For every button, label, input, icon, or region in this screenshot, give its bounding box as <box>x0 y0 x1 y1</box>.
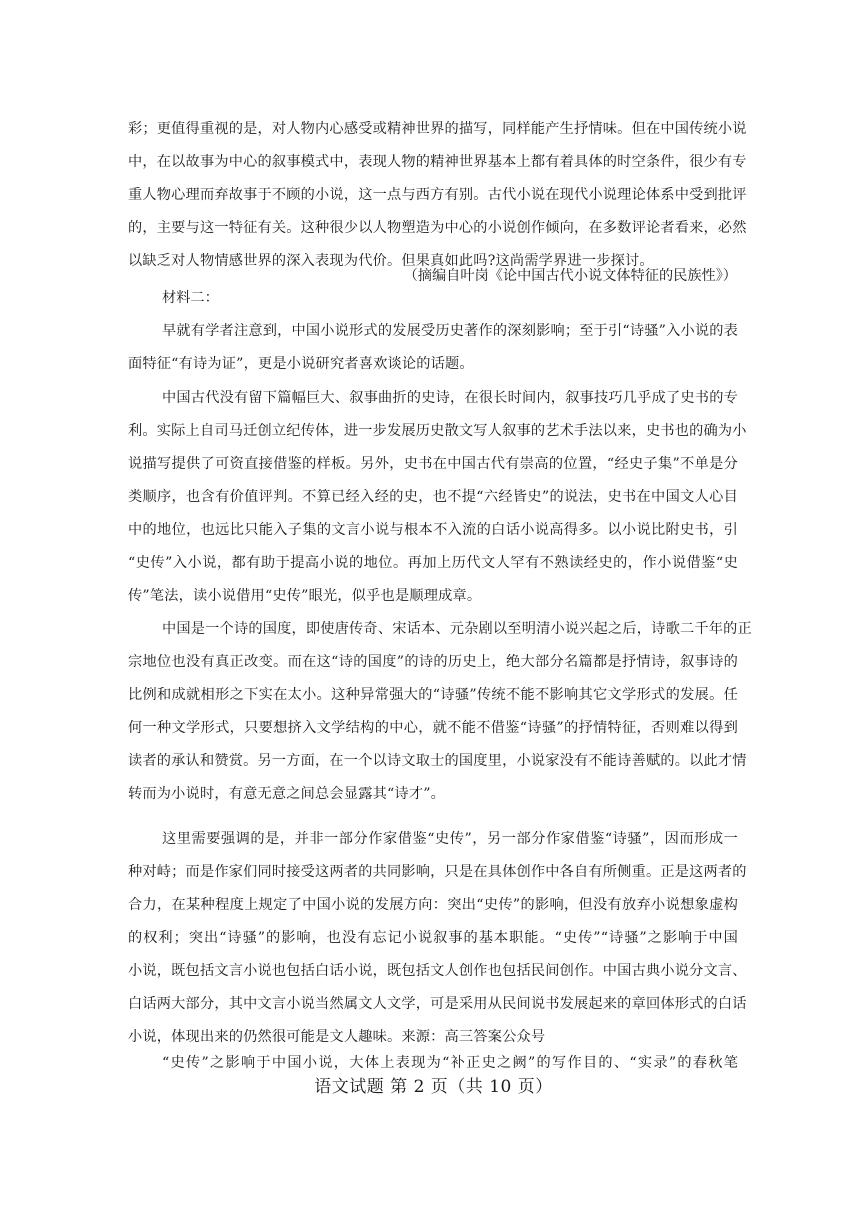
paragraph-4-line-5: 读者的承认和赞赏。另一方面，在一个以诗文取士的国度里，小说家没有不能诗善赋的。以此才情 <box>128 753 747 769</box>
page-footer: 语文试题 第 2 页（共 10 页） <box>314 1077 553 1097</box>
paragraph-4-line-4: 何一种文学形式，只要想挤入文学结构的中心，就不能不借鉴“诗骚”的抒情特征，否则难以得到 <box>128 720 738 736</box>
paragraph-4-line-3: 比例和成就相形之下实在太小。这种异常强大的“诗骚”传统不能不影响其它文学形式的发展。任 <box>128 687 738 703</box>
paragraph-6-line-1: “史传”之影响于中国小说，大体上表现为“补正史之阙”的写作目的、“实录”的春秋笔 <box>162 1055 738 1071</box>
paragraph-5-line-5: 小说，既包括文言小说也包括白话小说，既包括文人创作也包括民间创作。中国古典小说分文言、 <box>128 963 747 979</box>
paragraph-5-line-6: 白话两大部分，其中文言小说当然属文人文学，可是采用从民间说书发展起来的章回体形式的白话 <box>128 996 747 1012</box>
material-2-heading: 材料二： <box>162 290 219 306</box>
paragraph-5-line-1: 这里需要强调的是，并非一部分作家借鉴“史传”，另一部分作家借鉴“诗骚”，因而形成一 <box>162 831 738 847</box>
paragraph-4-line-1: 中国是一个诗的国度，即使唐传奇、宋话本、元杂剧以至明清小说兴起之后，诗歌二千年的正 <box>162 621 752 637</box>
paragraph-3-line-4: 类顺序，也含有价值评判。不算已经入经的史，也不提“六经皆史”的说法，史书在中国文人心目 <box>128 489 738 505</box>
paragraph-3-line-6: “史传”入小说，都有助于提高小说的地位。再加上历代文人罕有不熟读经史的，作小说借鉴“史 <box>128 555 738 571</box>
paragraph-1-line-5: 以缺乏对人物情感世界的深入表现为代价。但果真如此吗?这尚需学界进一步探讨。 <box>128 253 654 269</box>
paragraph-3-line-7: 传”笔法，读小说借用“史传”眼光，似乎也是顺理成章。 <box>128 588 482 604</box>
paragraph-5-line-2: 种对峙；而是作家们同时接受这两者的共同影响，只是在具体创作中各自有所侧重。正是这两者的 <box>128 864 747 880</box>
paragraph-2-line-2: 面特征“有诗为证”，更是小说研究者喜欢谈论的话题。 <box>128 356 474 372</box>
paragraph-3-line-2: 利。实际上自司马迁创立纪传体，进一步发展历史散文写人叙事的艺术手法以来，史书也的确为小 <box>128 423 747 439</box>
paragraph-3-line-5: 中的地位，也远比只能入子集的文言小说与根本不入流的白话小说高得多。以小说比附史书，引 <box>128 522 738 538</box>
paragraph-3-line-1: 中国古代没有留下篇幅巨大、叙事曲折的史诗，在很长时间内，叙事技巧几乎成了史书的专 <box>162 390 738 406</box>
paragraph-4-line-6: 转而为小说时，有意无意之间总会显露其“诗才”。 <box>128 786 446 802</box>
source-citation: （摘编自叶岗《论中国古代小说文体特征的民族性》） <box>403 268 737 284</box>
paragraph-4-line-2: 宗地位也没有真正改变。而在这“诗的国度”的诗的历史上，绝大部分名篇都是抒情诗，叙事诗的 <box>128 654 738 670</box>
paragraph-1-line-4: 的，主要与这一特征有关。这种很少以人物塑造为中心的小说创作倾向，在多数评论者看来，必然 <box>128 220 747 236</box>
paragraph-5-line-7: 小说，体现出来的仍然很可能是文人趣味。来源：高三答案公众号 <box>128 1029 546 1045</box>
paragraph-3-line-3: 说描写提供了可资直接借鉴的样板。另外，史书在中国古代有崇高的位置，“经史子集”不单是分 <box>128 456 738 472</box>
paragraph-1-line-3: 重人物心理而弃故事于不顾的小说，这一点与西方有别。古代小说在现代小说理论体系中受到批评 <box>128 187 747 203</box>
paragraph-1-line-1: 彩；更值得重视的是，对人物内心感受或精神世界的描写，同样能产生抒情味。但在中国传统小说 <box>128 121 747 137</box>
paragraph-1-line-2: 中，在以故事为中心的叙事模式中，表现人物的精神世界基本上都有着具体的时空条件，很少有专 <box>128 154 747 170</box>
paragraph-5-line-3: 合力，在某种程度上规定了中国小说的发展方向：突出“史传”的影响，但没有放弃小说想象虚构 <box>128 897 738 913</box>
paragraph-2-line-1: 早就有学者注意到，中国小说形式的发展受历史著作的深刻影响；至于引“诗骚”入小说的表 <box>162 323 739 339</box>
paragraph-5-line-4: 的权利；突出“诗骚”的影响，也没有忘记小说叙事的基本职能。“史传”“诗骚”之影响于中国 <box>128 930 738 946</box>
